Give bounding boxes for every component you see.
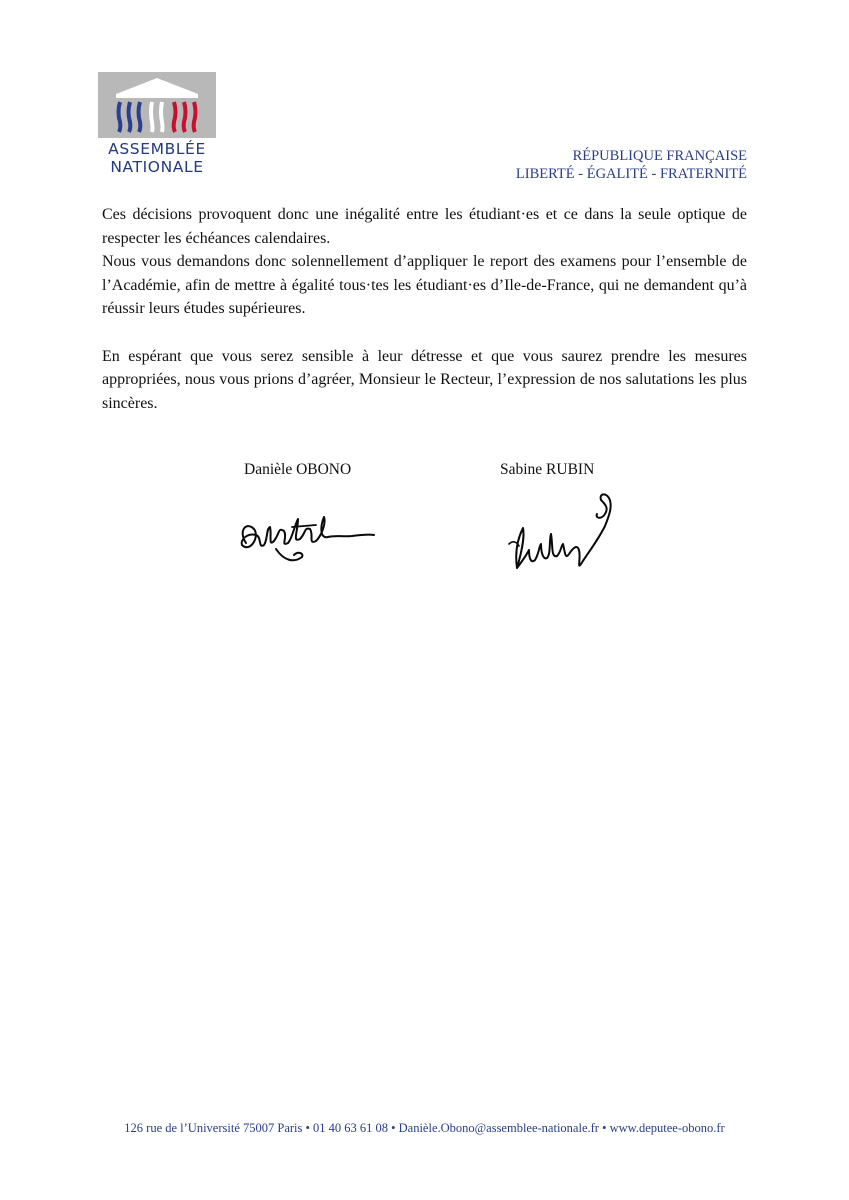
signer-name-rubin: Sabine RUBIN: [500, 461, 595, 478]
logo-text-line2: NATIONALE: [110, 158, 204, 176]
republic-line: RÉPUBLIQUE FRANÇAISE: [572, 148, 747, 164]
assemblee-nationale-logo: [98, 72, 216, 176]
footer-contact: 126 rue de l’Université 75007 Paris • 01 40 63 61 08 • Danièle.Obono@assemblee-nationale.fr • www.deputee-obono.fr: [124, 1121, 725, 1135]
motto-line: LIBERTÉ - ÉGALITÉ - FRATERNITÉ: [515, 166, 747, 182]
signature-rubin: [505, 480, 620, 585]
logo-text-line1: ASSEMBLÉE: [108, 140, 206, 158]
paragraph-inequality: Ces décisions provoquent donc une inégalité entre les étudiant·es et ce dans la seule optique de respecter les échéances calendaires.: [102, 206, 747, 247]
paragraph-closing: En espérant que vous serez sensible à leur détresse et que vous saurez prendre les mesures appropriées, nous vous prions d’agréer, Monsieur le Recteur, l’expression de nos salutations les plus sincères.: [102, 347, 747, 412]
hemicycle-emblem: [98, 72, 216, 138]
letter-body: [102, 203, 747, 415]
republic-motto: [516, 147, 747, 183]
paragraph-request: Nous vous demandons donc solennellement d’appliquer le report des examens pour l’ensemble de l’Académie, afin de mettre à égalité tous·tes les étudiant·es d’Ile-de-France, qui ne demandent qu’à réussir leurs études supérieures.: [102, 253, 747, 318]
signer-name-obono: Danièle OBONO: [244, 461, 352, 478]
signature-obono: [232, 505, 382, 580]
